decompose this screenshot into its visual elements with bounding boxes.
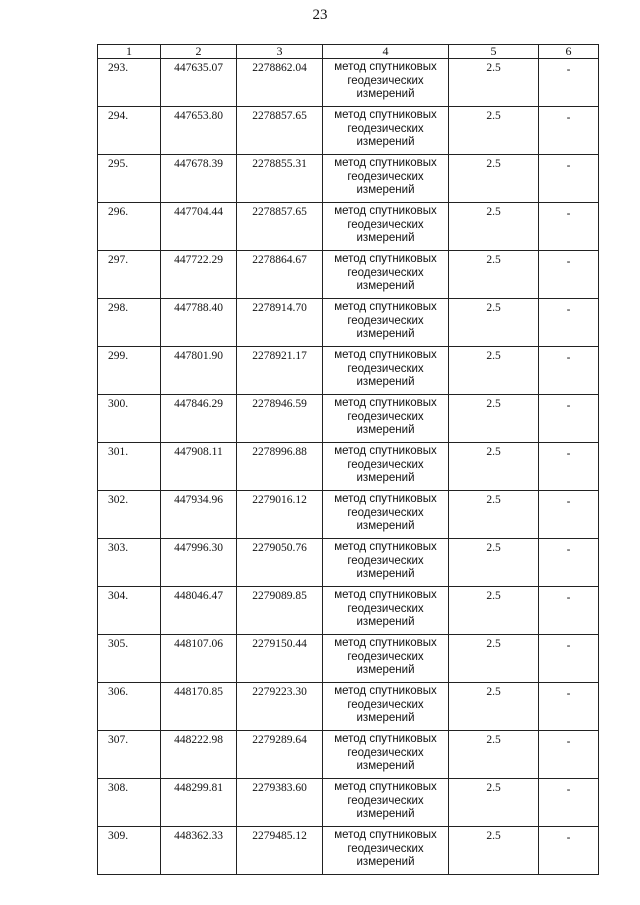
point-number-cell: 300.	[98, 395, 161, 443]
y-coordinate-cell: 2278996.88	[237, 443, 323, 491]
point-number-cell: 297.	[98, 251, 161, 299]
table-row	[98, 395, 599, 443]
x-coordinate-cell: 447653.80	[161, 107, 237, 155]
accuracy-cell: 2.5	[449, 779, 539, 827]
table-row	[98, 155, 599, 203]
y-coordinate-cell: 2278855.31	[237, 155, 323, 203]
note-cell: -	[539, 683, 599, 731]
y-coordinate-cell: 2278857.65	[237, 107, 323, 155]
accuracy-cell: 2.5	[449, 635, 539, 683]
y-coordinate-cell: 2279016.12	[237, 491, 323, 539]
y-coordinate-cell: 2279289.64	[237, 731, 323, 779]
y-coordinate-cell: 2279089.85	[237, 587, 323, 635]
y-coordinate-cell: 2279150.44	[237, 635, 323, 683]
point-number-cell: 305.	[98, 635, 161, 683]
x-coordinate-cell: 447934.96	[161, 491, 237, 539]
accuracy-cell: 2.5	[449, 827, 539, 875]
note-cell: -	[539, 539, 599, 587]
x-coordinate-cell: 448299.81	[161, 779, 237, 827]
method-cell: метод спутниковых геодезических измерений	[323, 587, 449, 635]
table-row	[98, 203, 599, 251]
method-cell: метод спутниковых геодезических измерений	[323, 155, 449, 203]
note-cell: -	[539, 347, 599, 395]
table-body	[98, 59, 599, 875]
method-cell: метод спутниковых геодезических измерений	[323, 299, 449, 347]
column-header: 6	[539, 45, 599, 59]
note-cell: -	[539, 203, 599, 251]
table-row	[98, 587, 599, 635]
y-coordinate-cell: 2278862.04	[237, 59, 323, 107]
point-number-cell: 309.	[98, 827, 161, 875]
point-number-cell: 307.	[98, 731, 161, 779]
point-number-cell: 303.	[98, 539, 161, 587]
point-number-cell: 302.	[98, 491, 161, 539]
x-coordinate-cell: 448046.47	[161, 587, 237, 635]
accuracy-cell: 2.5	[449, 203, 539, 251]
column-header: 3	[237, 45, 323, 59]
point-number-cell: 293.	[98, 59, 161, 107]
accuracy-cell: 2.5	[449, 59, 539, 107]
y-coordinate-cell: 2278914.70	[237, 299, 323, 347]
accuracy-cell: 2.5	[449, 683, 539, 731]
accuracy-cell: 2.5	[449, 251, 539, 299]
method-cell: метод спутниковых геодезических измерений	[323, 539, 449, 587]
note-cell: -	[539, 155, 599, 203]
method-cell: метод спутниковых геодезических измерений	[323, 731, 449, 779]
table-row	[98, 635, 599, 683]
point-number-cell: 299.	[98, 347, 161, 395]
accuracy-cell: 2.5	[449, 491, 539, 539]
table-row	[98, 491, 599, 539]
point-number-cell: 301.	[98, 443, 161, 491]
note-cell: -	[539, 635, 599, 683]
note-cell: -	[539, 251, 599, 299]
note-cell: -	[539, 59, 599, 107]
accuracy-cell: 2.5	[449, 587, 539, 635]
x-coordinate-cell: 447846.29	[161, 395, 237, 443]
page-number: 23	[312, 7, 328, 23]
method-cell: метод спутниковых геодезических измерений	[323, 395, 449, 443]
coordinates-table	[97, 44, 599, 875]
x-coordinate-cell: 448170.85	[161, 683, 237, 731]
x-coordinate-cell: 448107.06	[161, 635, 237, 683]
point-number-cell: 294.	[98, 107, 161, 155]
accuracy-cell: 2.5	[449, 155, 539, 203]
table-header-row	[98, 45, 599, 59]
accuracy-cell: 2.5	[449, 299, 539, 347]
note-cell: -	[539, 299, 599, 347]
point-number-cell: 306.	[98, 683, 161, 731]
x-coordinate-cell: 447678.39	[161, 155, 237, 203]
note-cell: -	[539, 443, 599, 491]
x-coordinate-cell: 447996.30	[161, 539, 237, 587]
accuracy-cell: 2.5	[449, 539, 539, 587]
method-cell: метод спутниковых геодезических измерений	[323, 251, 449, 299]
method-cell: метод спутниковых геодезических измерений	[323, 107, 449, 155]
y-coordinate-cell: 2278921.17	[237, 347, 323, 395]
x-coordinate-cell: 447704.44	[161, 203, 237, 251]
note-cell: -	[539, 779, 599, 827]
x-coordinate-cell: 447908.11	[161, 443, 237, 491]
note-cell: -	[539, 491, 599, 539]
table-row	[98, 539, 599, 587]
column-header: 5	[449, 45, 539, 59]
column-header: 2	[161, 45, 237, 59]
column-header: 1	[98, 45, 161, 59]
note-cell: -	[539, 395, 599, 443]
table-row	[98, 683, 599, 731]
method-cell: метод спутниковых геодезических измерений	[323, 683, 449, 731]
method-cell: метод спутниковых геодезических измерений	[323, 779, 449, 827]
accuracy-cell: 2.5	[449, 107, 539, 155]
table-row	[98, 347, 599, 395]
table-row	[98, 443, 599, 491]
table-row	[98, 827, 599, 875]
table-row	[98, 59, 599, 107]
y-coordinate-cell: 2278946.59	[237, 395, 323, 443]
x-coordinate-cell: 448362.33	[161, 827, 237, 875]
note-cell: -	[539, 827, 599, 875]
accuracy-cell: 2.5	[449, 395, 539, 443]
method-cell: метод спутниковых геодезических измерений	[323, 203, 449, 251]
accuracy-cell: 2.5	[449, 443, 539, 491]
point-number-cell: 298.	[98, 299, 161, 347]
y-coordinate-cell: 2279050.76	[237, 539, 323, 587]
column-header: 4	[323, 45, 449, 59]
table-row	[98, 779, 599, 827]
x-coordinate-cell: 448222.98	[161, 731, 237, 779]
method-cell: метод спутниковых геодезических измерений	[323, 635, 449, 683]
accuracy-cell: 2.5	[449, 347, 539, 395]
point-number-cell: 295.	[98, 155, 161, 203]
y-coordinate-cell: 2279485.12	[237, 827, 323, 875]
method-cell: метод спутниковых геодезических измерений	[323, 59, 449, 107]
note-cell: -	[539, 107, 599, 155]
table-row	[98, 251, 599, 299]
table-row	[98, 731, 599, 779]
point-number-cell: 304.	[98, 587, 161, 635]
x-coordinate-cell: 447635.07	[161, 59, 237, 107]
note-cell: -	[539, 587, 599, 635]
table-row	[98, 299, 599, 347]
y-coordinate-cell: 2279383.60	[237, 779, 323, 827]
x-coordinate-cell: 447801.90	[161, 347, 237, 395]
method-cell: метод спутниковых геодезических измерений	[323, 827, 449, 875]
point-number-cell: 296.	[98, 203, 161, 251]
method-cell: метод спутниковых геодезических измерений	[323, 491, 449, 539]
y-coordinate-cell: 2278857.65	[237, 203, 323, 251]
y-coordinate-cell: 2278864.67	[237, 251, 323, 299]
table-row	[98, 107, 599, 155]
note-cell: -	[539, 731, 599, 779]
x-coordinate-cell: 447722.29	[161, 251, 237, 299]
method-cell: метод спутниковых геодезических измерений	[323, 347, 449, 395]
x-coordinate-cell: 447788.40	[161, 299, 237, 347]
method-cell: метод спутниковых геодезических измерений	[323, 443, 449, 491]
point-number-cell: 308.	[98, 779, 161, 827]
accuracy-cell: 2.5	[449, 731, 539, 779]
y-coordinate-cell: 2279223.30	[237, 683, 323, 731]
